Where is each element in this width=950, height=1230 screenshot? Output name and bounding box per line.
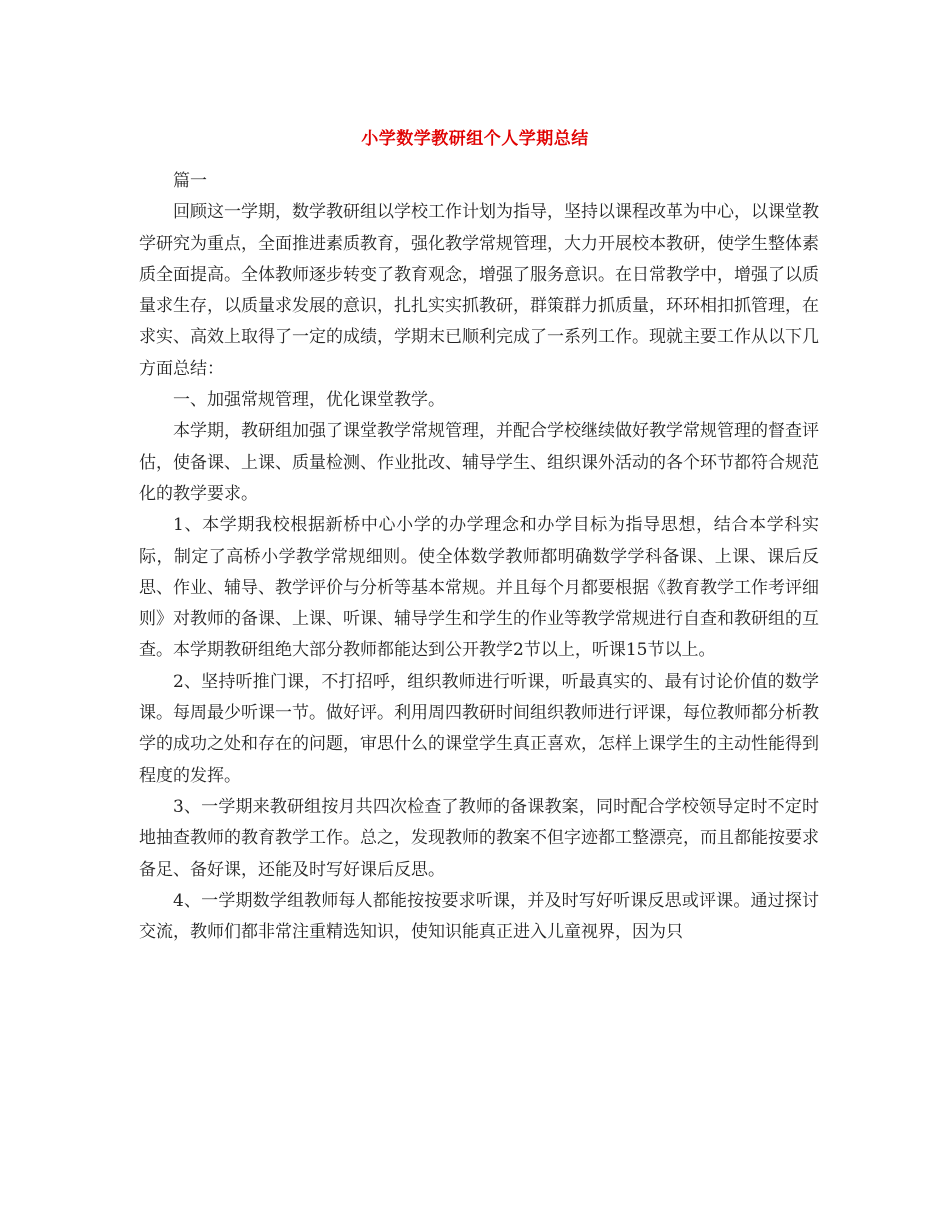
document-body (139, 166, 819, 948)
paragraph: 1、本学期我校根据新桥中心小学的办学理念和办学目标为指导思想，结合本学科实际，制定了高桥小学教学常规细则。使全体数学教师都明确数学学科备课、上课、课后反思、作业、辅导、教学评价与分析等基本常规。并且每个月都要根据《教育教学工作考评细则》对教师的备课、上课、听课、辅导学生和学生的作业等教学常规进行自查和教研组的互查。本学期教研组绝大部分教师都能达到公开教学2节以上，听课15节以上。 (139, 515, 819, 661)
section-heading: 篇一 (173, 171, 207, 191)
paragraph: 2、坚持听推门课，不打招呼，组织教师进行听课，听最真实的、最有讨论价值的数学课。每周最少听课一节。做好评。利用周四教研时间组织教师进行评课，每位教师都分析教学的成功之处和存在的问题，审思什么的课堂学生真正喜欢，怎样上课学生的主动性能得到程度的发挥。 (139, 671, 819, 786)
paragraph: 4、一学期数学组教师每人都能按按要求听课，并及时写好听课反思或评课。通过探讨交流，教师们都非常注重精选知识，使知识能真正进入儿童视界，因为只 (139, 890, 819, 943)
paragraph: 3、一学期来教研组按月共四次检查了教师的备课教案，同时配合学校领导定时不定时地抽查教师的教育教学工作。总之，发现教师的教案不但字迹都工整漂亮，而且都能按要求备足、备好课，还能及时写好课后反思。 (139, 796, 819, 880)
section-heading: 一、加强常规管理，优化课堂教学。 (173, 390, 445, 411)
document-title: 小学数学教研组个人学期总结 (361, 129, 589, 149)
paragraph: 回顾这一学期，数学教研组以学校工作计划为指导，坚持以课程改革为中心，以课堂教学研究为重点，全面推进素质教育，强化教学常规管理，大力开展校本教研，使学生整体素质全面提高。全体教师逐步转变了教育观念，增强了服务意识。在日常教学中，增强了以质量求生存，以质量求发展的意识，扎扎实实抓教研，群策群力抓质量，环环相扣抓管理，在求实、高效上取得了一定的成绩，学期末已顺利完成了一系列工作。现就主要工作从以下几方面总结： (139, 202, 819, 379)
paragraph: 本学期，教研组加强了课堂教学常规管理，并配合学校继续做好教学常规管理的督查评估，使备课、上课、质量检测、作业批改、辅导学生、组织课外活动的各个环节都符合规范化的教学要求。 (139, 421, 819, 504)
